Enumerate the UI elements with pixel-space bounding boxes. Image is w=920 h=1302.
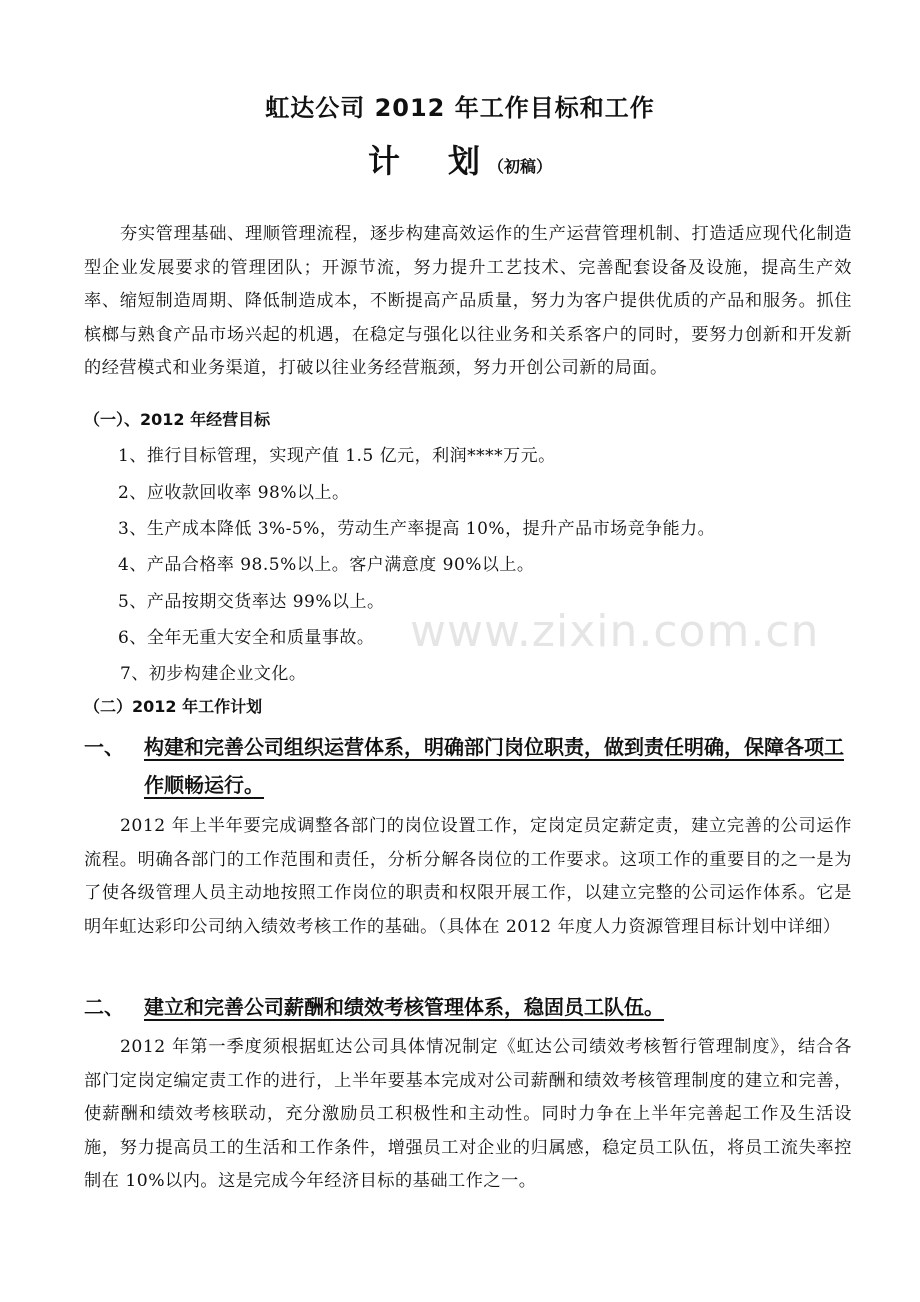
goal-item: 7、初步构建企业文化。 (120, 664, 307, 684)
plan-title: 建立和完善公司薪酬和绩效考核管理体系，稳固员工队伍。 (144, 995, 664, 1019)
goal-item: 3、生产成本降低 3%-5%，劳动生产率提高 10%，提升产品市场竞争能力。 (118, 519, 716, 539)
plan-heading-1 (84, 728, 854, 804)
goal-item: 5、产品按期交货率达 99%以上。 (118, 592, 385, 612)
plan-heading-2 (84, 988, 854, 1026)
plan-paragraph-2: 2012 年第一季度须根据虹达公司具体情况制定《虹达公司绩效考核暂行管理制度》，结合各部门定岗定编定责工作的进行，上半年要基本完成对公司薪酬和绩效考核管理制度的建立和完善，使薪酬和绩效考核联动，充分激励员工积极性和主动性。同时力争在上半年完善起工作及生活设施，努力提高员工的生活和工作条件，增强员工对企业的归属感，稳定员工队伍，将员工流失率控制在 10%以内。这是完成今年经济目标的基础工作之一。 (84, 1037, 852, 1191)
doc-subtitle (0, 136, 920, 182)
plan-number: 一、 (84, 735, 124, 759)
goal-item: 4、产品合格率 98.5%以上。客户满意度 90%以上。 (118, 555, 535, 575)
watermark: www.zixin.com.cn (410, 606, 820, 657)
doc-subtitle-main: 计 划 (367, 142, 488, 180)
plan-paragraph-1: 2012 年上半年要完成调整各部门的岗位设置工作，定岗定员定薪定责，建立完善的公司运作流程。明确各部门的工作范围和责任，分析分解各岗位的工作要求。这项工作的重要目的之一是为了使各级管理人员主动地按照工作岗位的职责和权限开展工作，以建立完整的公司运作体系。它是明年虹达彩印公司纳入绩效考核工作的基础。（具体在 2012 年度人力资源管理目标计划中详细） (84, 816, 852, 937)
doc-subtitle-note: （初稿） (488, 157, 553, 176)
goal-item: 6、全年无重大安全和质量事故。 (118, 628, 375, 648)
goal-item: 2、应收款回收率 98%以上。 (118, 483, 350, 503)
intro-paragraph: 夯实管理基础、理顺管理流程，逐步构建高效运作的生产运营管理机制、打造适应现代化制造型企业发展要求的管理团队；开源节流，努力提升工艺技术、完善配套设备及设施，提高生产效率、缩短制造周期、降低制造成本，不断提高产品质量，努力为客户提供优质的产品和服务。抓住槟榔与熟食产品市场兴起的机遇，在稳定与强化以往业务和关系客户的同时，要努力创新和开发新的经营模式和业务渠道，打破以往业务经营瓶颈，努力开创公司新的局面。 (84, 224, 852, 378)
section-heading-plan: （二）2012 年工作计划 (84, 697, 263, 716)
doc-title: 虹达公司 2012 年工作目标和工作 (265, 94, 655, 122)
section-heading-goals: （一）、2012 年经营目标 (84, 410, 271, 429)
plan-title: 构建和完善公司组织运营体系，明确部门岗位职责，做到责任明确，保障各项工作顺畅运行。 (144, 735, 844, 797)
plan-number: 二、 (84, 995, 124, 1019)
goal-item: 1、推行目标管理，实现产值 1.5 亿元，利润****万元。 (118, 446, 556, 466)
